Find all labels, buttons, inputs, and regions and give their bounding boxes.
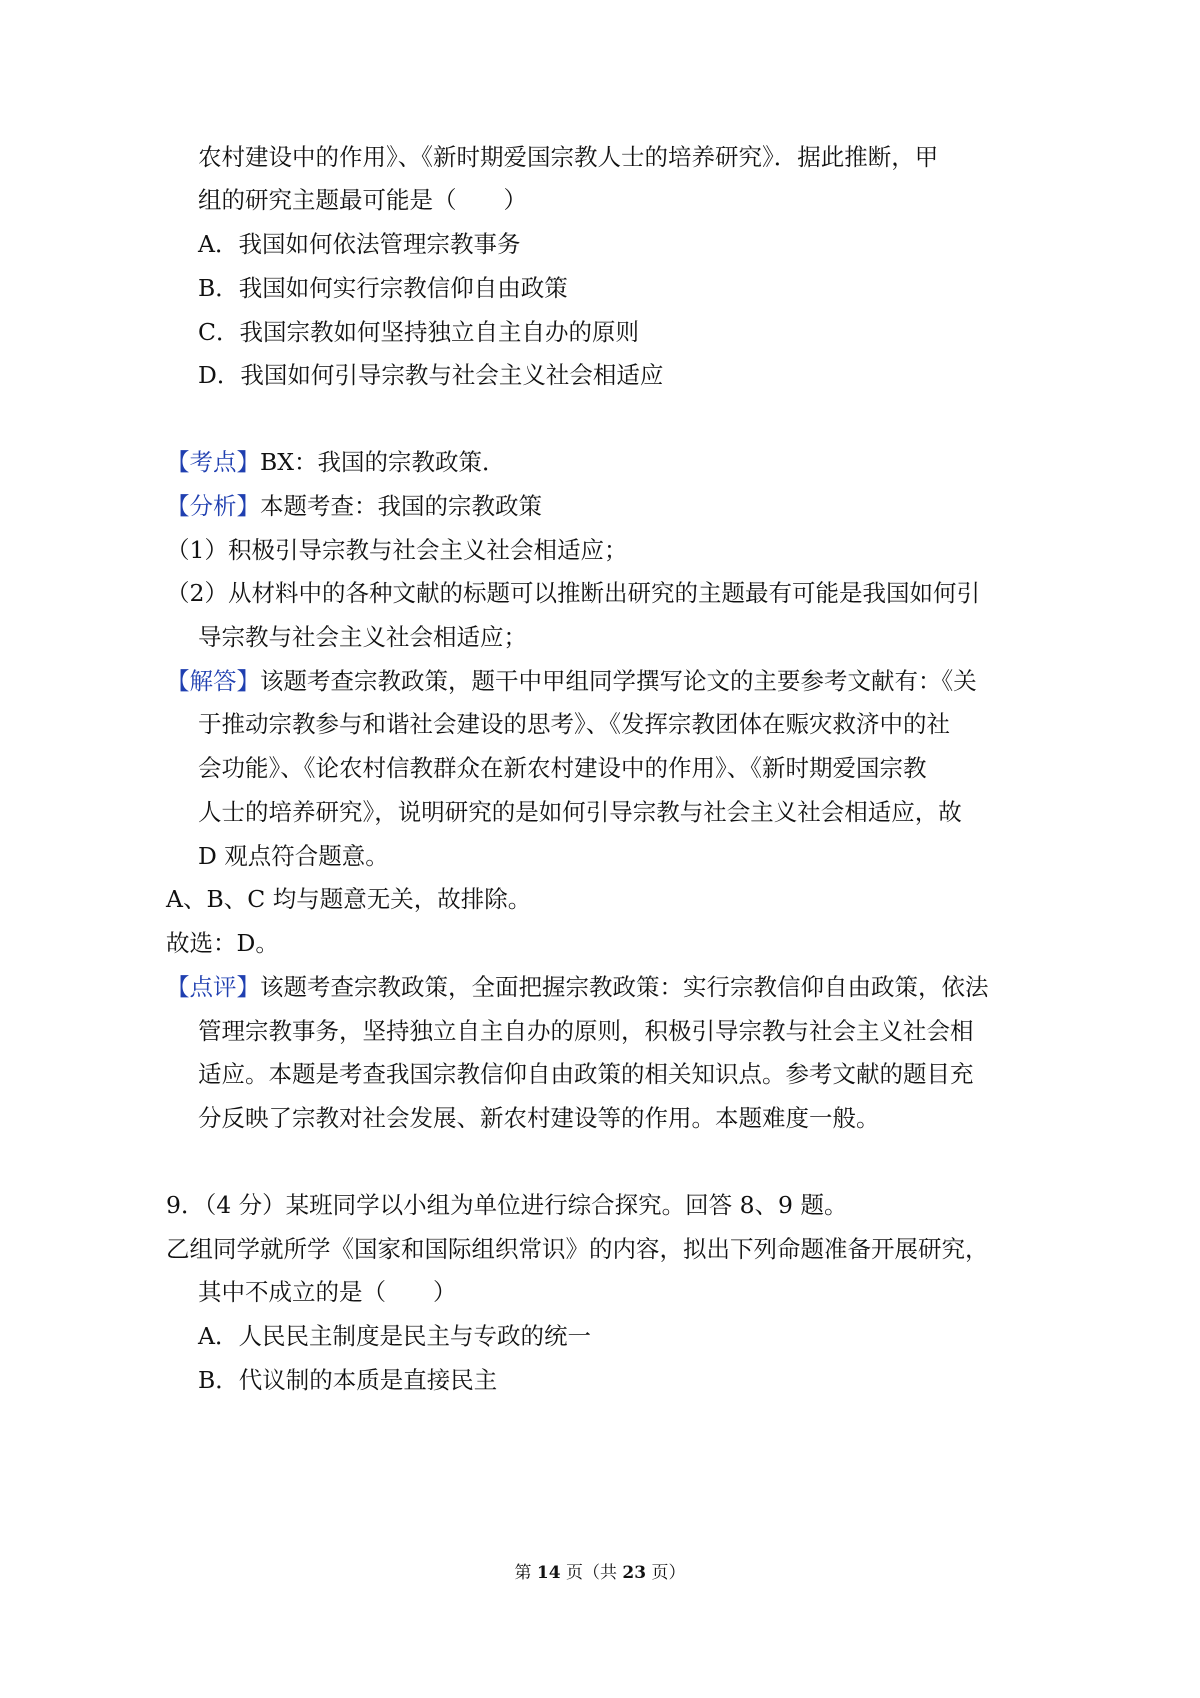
- q9-option-a: A．人民民主制度是民主与专政的统一: [198, 1322, 591, 1350]
- footer-prefix: 第: [514, 1563, 532, 1583]
- dianping-line-4: 分反映了宗教对社会发展、新农村建设等的作用。本题难度一般。: [198, 1104, 880, 1132]
- q8-stem-line-1: 农村建设中的作用》、《新时期爱国宗教人士的培养研究》．据此推断，甲: [198, 143, 939, 171]
- q8-option-a: A．我国如何依法管理宗教事务: [198, 230, 521, 258]
- q8-option-c: C．我国宗教如何坚持独立自主自办的原则: [198, 318, 639, 346]
- fenxi-point-2: （2）从材料中的各种文献的标题可以推断出研究的主题最有可能是我国如何引: [166, 579, 980, 607]
- dianping-line: [166, 972, 989, 1002]
- jieda-line-4: 人士的培养研究》，说明研究的是如何引导宗教与社会主义社会相适应，故: [198, 798, 962, 826]
- footer-suffix: 页）: [651, 1563, 686, 1583]
- jieda-line-2: 于推动宗教参与和谐社会建设的思考》、《发挥宗教团体在赈灾救济中的社: [198, 710, 950, 738]
- jieda-line-5: D 观点符合题意。: [198, 842, 389, 870]
- page-footer: [0, 1562, 1200, 1584]
- fenxi-text: 本题考查：我国的宗教政策: [260, 492, 542, 520]
- jieda-tag: 【解答】: [166, 667, 260, 695]
- jieda-first-line: 该题考查宗教政策，题干中甲组同学撰写论文的主要参考文献有：《关: [260, 667, 977, 695]
- q8-option-d: D．我国如何引导宗教与社会主义社会相适应: [198, 361, 664, 389]
- fenxi-point-2-cont: 导宗教与社会主义社会相适应；: [198, 623, 527, 651]
- dianping-line-2: 管理宗教事务，坚持独立自主自办的原则，积极引导宗教与社会主义社会相: [198, 1017, 974, 1045]
- q9-stem-line-2: 其中不成立的是（ ）: [198, 1278, 457, 1306]
- q8-option-b: B．我国如何实行宗教信仰自由政策: [198, 274, 568, 302]
- footer-middle: 页（共: [566, 1563, 617, 1583]
- q9-header: 9．（4 分）某班同学以小组为单位进行综合探究。回答 8、9 题。: [166, 1191, 848, 1219]
- q9-stem-line-1: 乙组同学就所学《国家和国际组织常识》的内容，拟出下列命题准备开展研究，: [166, 1235, 989, 1263]
- kaodian-tag: 【考点】: [166, 448, 260, 476]
- fenxi-tag: 【分析】: [166, 492, 260, 520]
- footer-page-number: 14: [536, 1563, 561, 1583]
- dianping-tag: 【点评】: [166, 973, 260, 1001]
- jieda-line-3: 会功能》、《论农村信教群众在新农村建设中的作用》、《新时期爱国宗教: [198, 754, 927, 782]
- dianping-first-line: 该题考查宗教政策，全面把握宗教政策：实行宗教信仰自由政策，依法: [260, 973, 989, 1001]
- kaodian-line: [166, 447, 506, 477]
- q8-stem-line-2: 组的研究主题最可能是（ ）: [198, 186, 527, 214]
- q9-option-b: B．代议制的本质是直接民主: [198, 1366, 498, 1394]
- kaodian-text: BX：我国的宗教政策．: [260, 448, 506, 476]
- fenxi-line: [166, 491, 542, 521]
- dianping-line-3: 适应。本题是考查我国宗教信仰自由政策的相关知识点。参考文献的题目充: [198, 1060, 974, 1088]
- jieda-exclude: A、B、C 均与题意无关，故排除。: [166, 885, 532, 913]
- fenxi-point-1: （1）积极引导宗教与社会主义社会相适应；: [166, 536, 628, 564]
- footer-total-pages: 23: [622, 1563, 647, 1583]
- jieda-line: [166, 666, 977, 696]
- jieda-answer: 故选：D。: [166, 929, 279, 957]
